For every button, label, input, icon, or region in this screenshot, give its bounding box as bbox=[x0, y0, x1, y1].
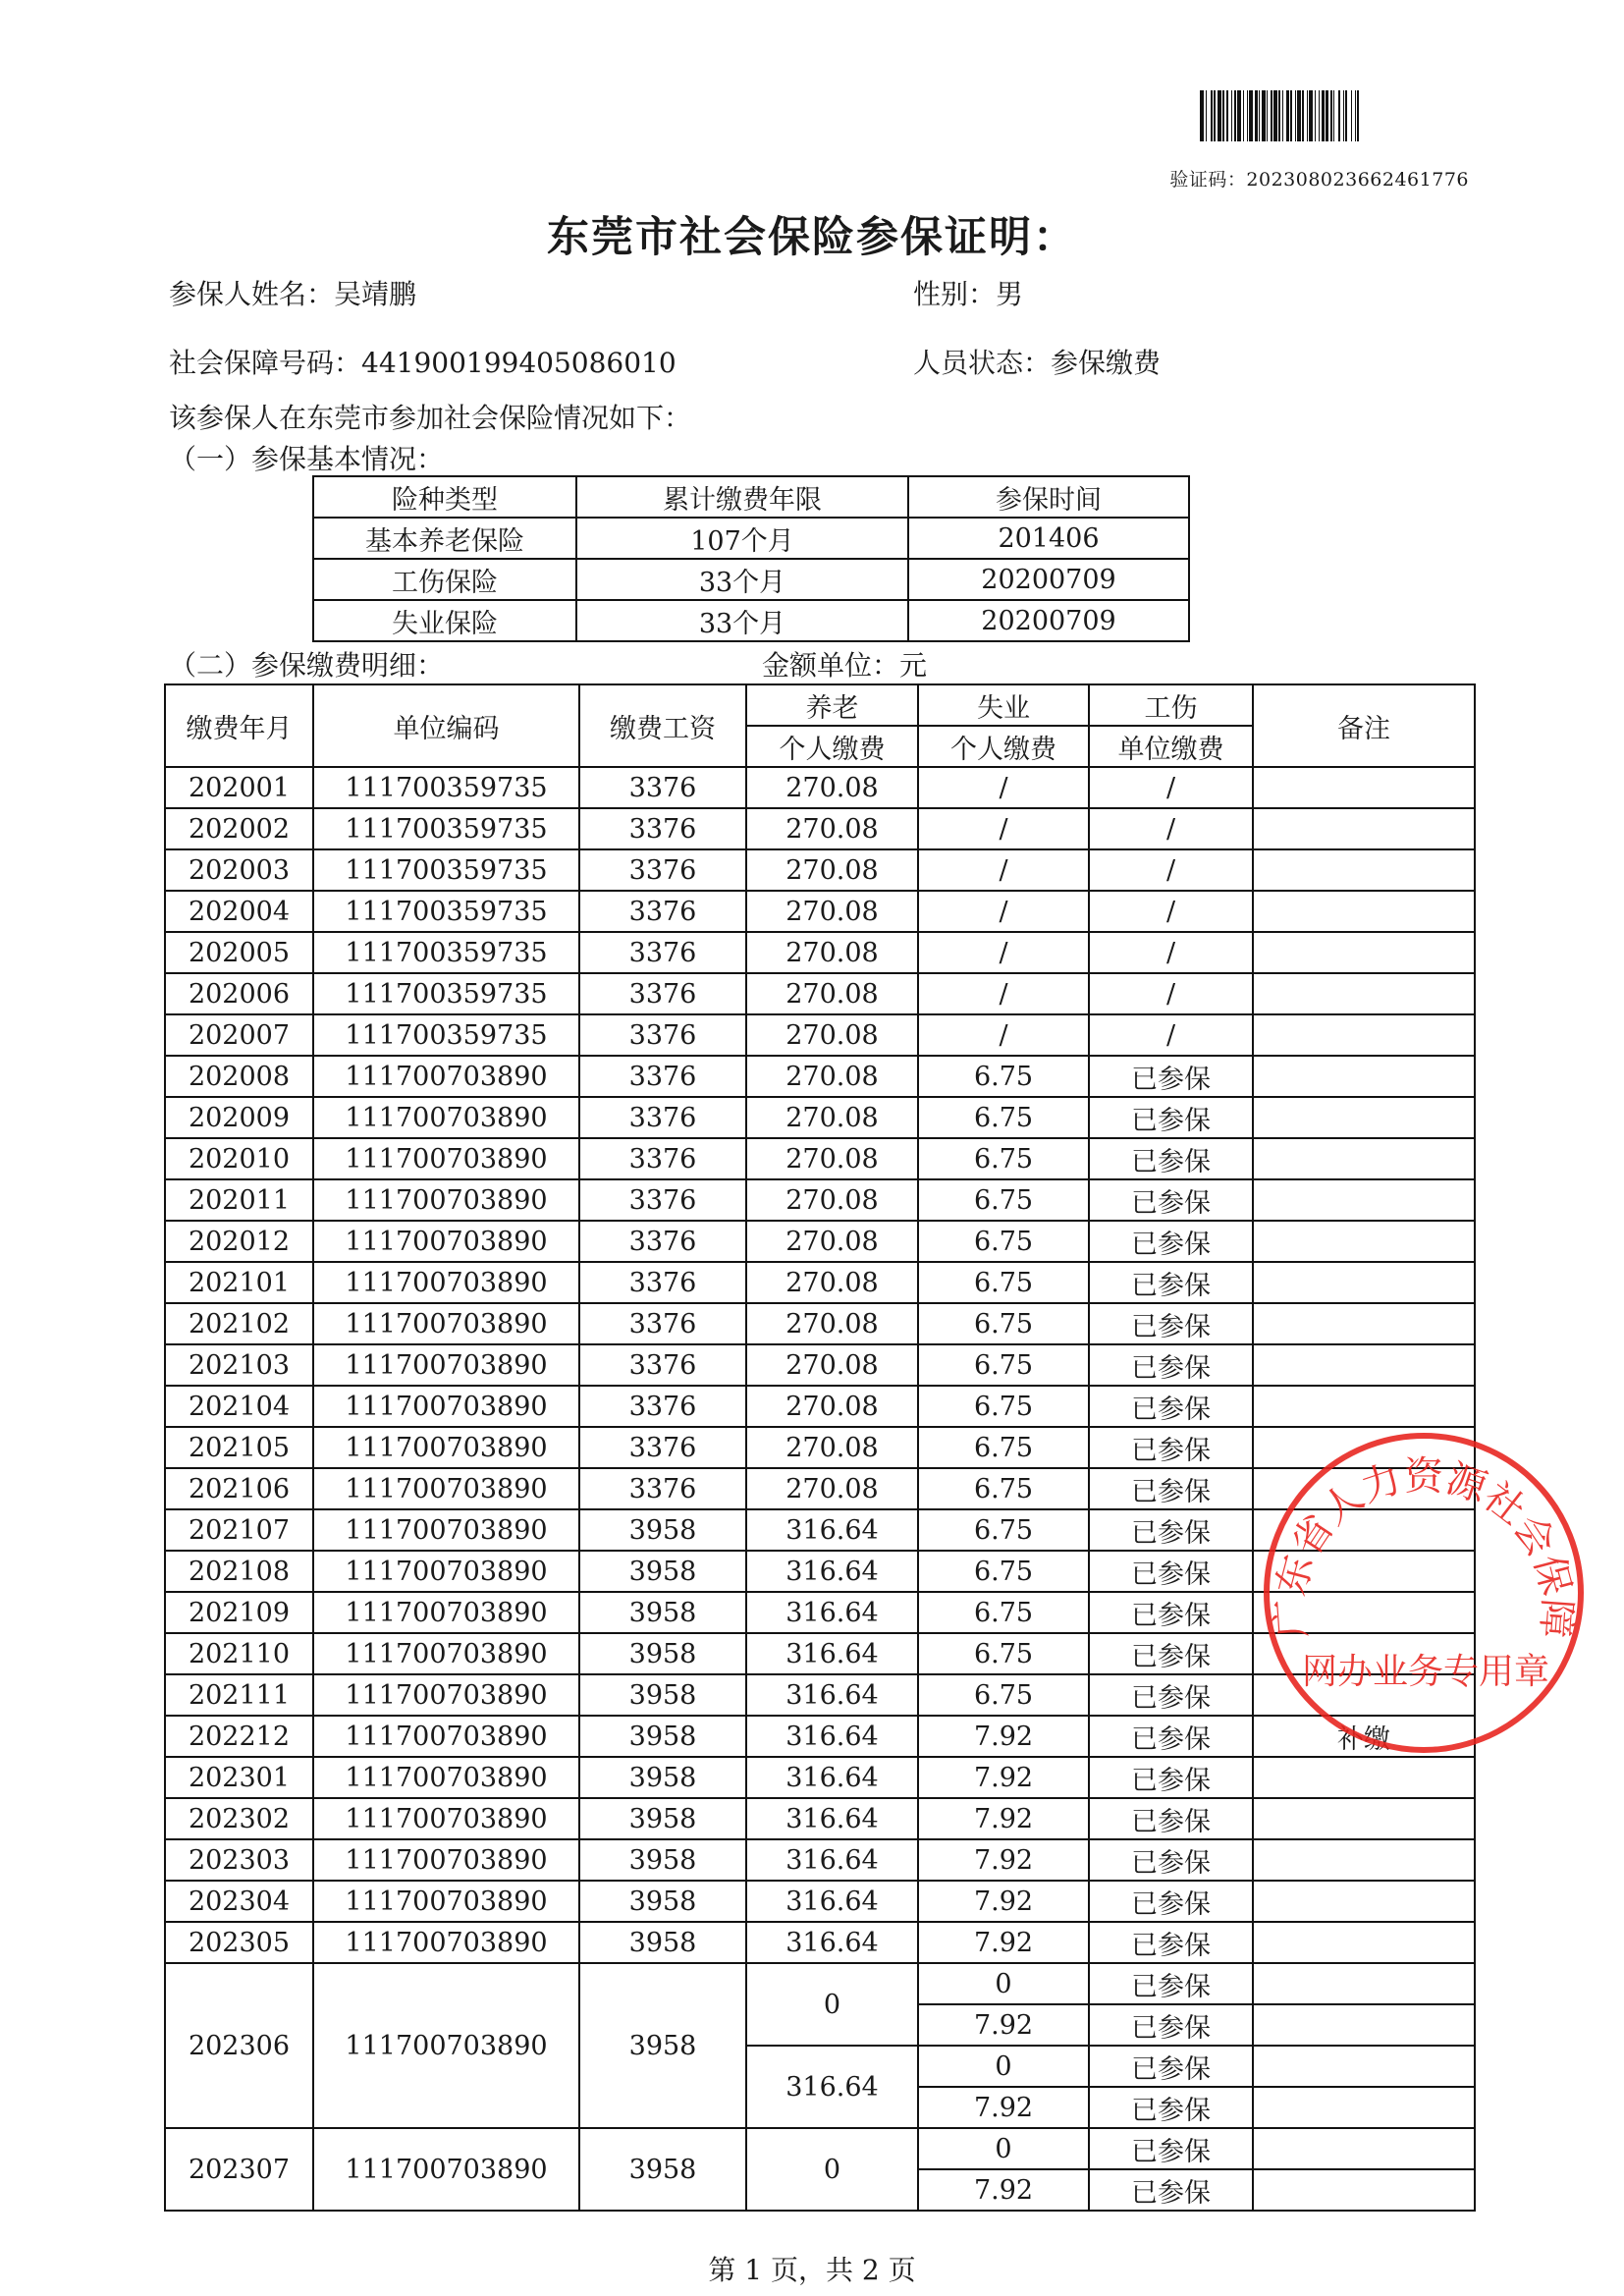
unemployment-cell: 6.75 bbox=[918, 1138, 1089, 1179]
remark-cell bbox=[1253, 1881, 1475, 1922]
basic-cell: 20200709 bbox=[908, 600, 1189, 641]
remark-cell bbox=[1253, 2004, 1475, 2046]
unemployment-cell: 0 bbox=[918, 2128, 1089, 2169]
unemployment-cell: 6.75 bbox=[918, 1179, 1089, 1221]
unit-code-cell: 111700359735 bbox=[313, 891, 579, 932]
injury-cell: 已参保 bbox=[1089, 1509, 1253, 1551]
injury-cell: 已参保 bbox=[1089, 1179, 1253, 1221]
unemployment-cell: 6.75 bbox=[918, 1468, 1089, 1509]
injury-cell: 已参保 bbox=[1089, 1386, 1253, 1427]
header-unit-code: 单位编码 bbox=[313, 684, 579, 767]
injury-cell: 已参保 bbox=[1089, 2128, 1253, 2169]
unemployment-cell: 7.92 bbox=[918, 2169, 1089, 2211]
unemployment-cell: 6.75 bbox=[918, 1221, 1089, 1262]
table-row bbox=[165, 1303, 1475, 1344]
injury-cell: 已参保 bbox=[1089, 1798, 1253, 1839]
wage-cell: 3958 bbox=[579, 1798, 746, 1839]
remark-cell bbox=[1253, 1097, 1475, 1138]
pension-cell: 270.08 bbox=[746, 1303, 918, 1344]
unemployment-cell: 7.92 bbox=[918, 2087, 1089, 2128]
unemployment-cell: 6.75 bbox=[918, 1509, 1089, 1551]
remark-cell bbox=[1253, 2128, 1475, 2169]
injury-cell: / bbox=[1089, 767, 1253, 808]
basic-cell: 107个月 bbox=[576, 518, 908, 559]
month-cell: 202008 bbox=[165, 1056, 313, 1097]
basic-cell: 基本养老保险 bbox=[313, 518, 576, 559]
remark-cell bbox=[1253, 1963, 1475, 2004]
unit-code-cell: 111700703890 bbox=[313, 1551, 579, 1592]
unemployment-cell: 7.92 bbox=[918, 1757, 1089, 1798]
basic-cell: 33个月 bbox=[576, 559, 908, 600]
wage-cell: 3958 bbox=[579, 1674, 746, 1716]
unit-code-cell: 111700703890 bbox=[313, 1922, 579, 1963]
injury-cell: 已参保 bbox=[1089, 2087, 1253, 2128]
month-cell: 202105 bbox=[165, 1427, 313, 1468]
wage-cell: 3958 bbox=[579, 1633, 746, 1674]
header-remark: 备注 bbox=[1253, 684, 1475, 767]
table-row bbox=[165, 1097, 1475, 1138]
table-row bbox=[165, 1963, 1475, 2004]
injury-cell: 已参保 bbox=[1089, 1674, 1253, 1716]
unemployment-cell: / bbox=[918, 808, 1089, 849]
injury-cell: 已参保 bbox=[1089, 1303, 1253, 1344]
unit-code-cell: 111700703890 bbox=[313, 1097, 579, 1138]
injury-cell: 已参保 bbox=[1089, 1468, 1253, 1509]
remark-cell bbox=[1253, 1014, 1475, 1056]
injury-cell: 已参保 bbox=[1089, 1097, 1253, 1138]
unit-code-cell: 111700359735 bbox=[313, 973, 579, 1014]
remark-cell bbox=[1253, 1922, 1475, 1963]
injury-cell: 已参保 bbox=[1089, 1963, 1253, 2004]
unit-code-cell: 111700359735 bbox=[313, 1014, 579, 1056]
wage-cell: 3958 bbox=[579, 1757, 746, 1798]
wage-cell: 3376 bbox=[579, 849, 746, 891]
basic-header-cell: 参保时间 bbox=[908, 476, 1189, 518]
month-cell: 202004 bbox=[165, 891, 313, 932]
barcode bbox=[1200, 90, 1465, 141]
header-wage: 缴费工资 bbox=[579, 684, 746, 767]
wage-cell: 3958 bbox=[579, 1592, 746, 1633]
month-cell: 202101 bbox=[165, 1262, 313, 1303]
unemployment-cell: 6.75 bbox=[918, 1344, 1089, 1386]
month-cell: 202005 bbox=[165, 932, 313, 973]
remark-cell bbox=[1253, 808, 1475, 849]
table-row bbox=[313, 518, 1189, 559]
pension-cell: 270.08 bbox=[746, 1221, 918, 1262]
unit-code-cell: 111700703890 bbox=[313, 1056, 579, 1097]
header-injury-unit: 单位缴费 bbox=[1089, 726, 1253, 767]
injury-cell: / bbox=[1089, 808, 1253, 849]
table-row bbox=[165, 1138, 1475, 1179]
remark-cell: 补缴 bbox=[1253, 1716, 1475, 1757]
basic-header-cell: 累计缴费年限 bbox=[576, 476, 908, 518]
pension-cell: 316.64 bbox=[746, 1798, 918, 1839]
basic-cell: 工伤保险 bbox=[313, 559, 576, 600]
pension-cell: 270.08 bbox=[746, 1468, 918, 1509]
table-row bbox=[165, 1056, 1475, 1097]
month-cell: 202212 bbox=[165, 1716, 313, 1757]
wage-cell: 3958 bbox=[579, 1509, 746, 1551]
table-row bbox=[165, 1922, 1475, 1963]
pension-cell: 316.64 bbox=[746, 1592, 918, 1633]
unemployment-cell: 6.75 bbox=[918, 1262, 1089, 1303]
pension-cell: 270.08 bbox=[746, 891, 918, 932]
injury-cell: 已参保 bbox=[1089, 1839, 1253, 1881]
remark-cell bbox=[1253, 849, 1475, 891]
injury-cell: 已参保 bbox=[1089, 2169, 1253, 2211]
unemployment-cell: 6.75 bbox=[918, 1551, 1089, 1592]
header-unemployment-personal: 个人缴费 bbox=[918, 726, 1089, 767]
injury-cell: 已参保 bbox=[1089, 2004, 1253, 2046]
unit-code-cell: 111700359735 bbox=[313, 932, 579, 973]
remark-cell bbox=[1253, 891, 1475, 932]
section-basic-heading: （一）参保基本情况： bbox=[169, 443, 445, 475]
official-seal-stamp bbox=[1257, 1426, 1591, 1760]
month-cell: 202301 bbox=[165, 1757, 313, 1798]
injury-cell: 已参保 bbox=[1089, 1922, 1253, 1963]
pension-cell: 270.08 bbox=[746, 932, 918, 973]
wage-cell: 3376 bbox=[579, 973, 746, 1014]
pension-cell: 0 bbox=[746, 1963, 918, 2046]
table-row bbox=[165, 767, 1475, 808]
header-unemployment: 失业 bbox=[918, 684, 1089, 726]
table-row bbox=[165, 932, 1475, 973]
table-row bbox=[165, 1386, 1475, 1427]
unemployment-cell: / bbox=[918, 973, 1089, 1014]
remark-cell bbox=[1253, 2046, 1475, 2087]
pension-cell: 270.08 bbox=[746, 1179, 918, 1221]
unit-code-cell: 111700703890 bbox=[313, 1262, 579, 1303]
unit-code-cell: 111700703890 bbox=[313, 1674, 579, 1716]
unit-code-cell: 111700703890 bbox=[313, 1798, 579, 1839]
month-cell: 202109 bbox=[165, 1592, 313, 1633]
injury-cell: / bbox=[1089, 849, 1253, 891]
pension-cell: 270.08 bbox=[746, 808, 918, 849]
unit-code-cell: 111700703890 bbox=[313, 1509, 579, 1551]
month-cell: 202012 bbox=[165, 1221, 313, 1262]
table-row bbox=[165, 1798, 1475, 1839]
unit-code-cell: 111700703890 bbox=[313, 1427, 579, 1468]
wage-cell: 3376 bbox=[579, 1386, 746, 1427]
unit-code-cell: 111700703890 bbox=[313, 1633, 579, 1674]
basic-cell: 33个月 bbox=[576, 600, 908, 641]
injury-cell: / bbox=[1089, 1014, 1253, 1056]
unit-code-cell: 111700703890 bbox=[313, 1303, 579, 1344]
wage-cell: 3958 bbox=[579, 1551, 746, 1592]
unit-code-cell: 111700703890 bbox=[313, 1386, 579, 1427]
wage-cell: 3376 bbox=[579, 1344, 746, 1386]
injury-cell: 已参保 bbox=[1089, 1344, 1253, 1386]
header-injury: 工伤 bbox=[1089, 684, 1253, 726]
month-cell: 202305 bbox=[165, 1922, 313, 1963]
page-title: 东莞市社会保险参保证明： bbox=[547, 213, 1077, 262]
unit-code-cell: 111700703890 bbox=[313, 1592, 579, 1633]
wage-cell: 3958 bbox=[579, 1881, 746, 1922]
pension-cell: 270.08 bbox=[746, 849, 918, 891]
seal-inner-text: 网办业务专用章 bbox=[1301, 1652, 1550, 1692]
month-cell: 202006 bbox=[165, 973, 313, 1014]
remark-cell bbox=[1253, 1262, 1475, 1303]
wage-cell: 3376 bbox=[579, 1262, 746, 1303]
header-pension-personal: 个人缴费 bbox=[746, 726, 918, 767]
section-detail-heading: （二）参保缴费明细： bbox=[169, 649, 445, 682]
remark-cell bbox=[1253, 767, 1475, 808]
wage-cell: 3376 bbox=[579, 1427, 746, 1468]
social-security-number: 社会保障号码：441900199405086010 bbox=[169, 347, 677, 379]
unit-code-cell: 111700359735 bbox=[313, 808, 579, 849]
remark-cell bbox=[1253, 1798, 1475, 1839]
remark-cell bbox=[1253, 932, 1475, 973]
injury-cell: 已参保 bbox=[1089, 1881, 1253, 1922]
remark-cell bbox=[1253, 1221, 1475, 1262]
unemployment-cell: 7.92 bbox=[918, 1716, 1089, 1757]
unit-code-cell: 111700703890 bbox=[313, 1839, 579, 1881]
pension-cell: 270.08 bbox=[746, 1014, 918, 1056]
month-cell: 202001 bbox=[165, 767, 313, 808]
injury-cell: 已参保 bbox=[1089, 1592, 1253, 1633]
pension-cell: 270.08 bbox=[746, 1386, 918, 1427]
remark-cell bbox=[1253, 1386, 1475, 1427]
pension-cell: 270.08 bbox=[746, 973, 918, 1014]
injury-cell: 已参保 bbox=[1089, 1427, 1253, 1468]
unit-code-cell: 111700703890 bbox=[313, 1757, 579, 1798]
injury-cell: / bbox=[1089, 891, 1253, 932]
pension-cell: 270.08 bbox=[746, 1138, 918, 1179]
unit-code-cell: 111700359735 bbox=[313, 767, 579, 808]
unemployment-cell: 6.75 bbox=[918, 1386, 1089, 1427]
wage-cell: 3376 bbox=[579, 932, 746, 973]
month-cell: 202002 bbox=[165, 808, 313, 849]
wage-cell: 3376 bbox=[579, 767, 746, 808]
injury-cell: 已参保 bbox=[1089, 1716, 1253, 1757]
wage-cell: 3376 bbox=[579, 891, 746, 932]
pension-cell: 316.64 bbox=[746, 2046, 918, 2128]
remark-cell bbox=[1253, 1839, 1475, 1881]
wage-cell: 3958 bbox=[579, 1839, 746, 1881]
pension-cell: 316.64 bbox=[746, 1633, 918, 1674]
pension-cell: 270.08 bbox=[746, 1427, 918, 1468]
remark-cell bbox=[1253, 1138, 1475, 1179]
table-row bbox=[313, 559, 1189, 600]
wage-cell: 3376 bbox=[579, 1097, 746, 1138]
remark-cell bbox=[1253, 2169, 1475, 2211]
pension-cell: 316.64 bbox=[746, 1674, 918, 1716]
remark-cell bbox=[1253, 1179, 1475, 1221]
unemployment-cell: / bbox=[918, 767, 1089, 808]
month-cell: 202303 bbox=[165, 1839, 313, 1881]
unit-code-cell: 111700703890 bbox=[313, 1179, 579, 1221]
wage-cell: 3958 bbox=[579, 2128, 746, 2211]
month-cell: 202104 bbox=[165, 1386, 313, 1427]
month-cell: 202010 bbox=[165, 1138, 313, 1179]
pension-cell: 316.64 bbox=[746, 1922, 918, 1963]
unit-code-cell: 111700359735 bbox=[313, 849, 579, 891]
month-cell: 202107 bbox=[165, 1509, 313, 1551]
month-cell: 202304 bbox=[165, 1881, 313, 1922]
wage-cell: 3376 bbox=[579, 1179, 746, 1221]
unit-code-cell: 111700703890 bbox=[313, 1221, 579, 1262]
injury-cell: 已参保 bbox=[1089, 1757, 1253, 1798]
unemployment-cell: 6.75 bbox=[918, 1592, 1089, 1633]
table-row bbox=[165, 1757, 1475, 1798]
pension-cell: 0 bbox=[746, 2128, 918, 2211]
unemployment-cell: 0 bbox=[918, 1963, 1089, 2004]
injury-cell: / bbox=[1089, 973, 1253, 1014]
unemployment-cell: / bbox=[918, 849, 1089, 891]
remark-cell bbox=[1253, 1757, 1475, 1798]
amount-unit: 金额单位：元 bbox=[762, 649, 928, 682]
page-footer: 第 1 页，共 2 页 bbox=[708, 2254, 916, 2286]
injury-cell: 已参保 bbox=[1089, 1551, 1253, 1592]
pension-cell: 316.64 bbox=[746, 1509, 918, 1551]
month-cell: 202302 bbox=[165, 1798, 313, 1839]
month-cell: 202306 bbox=[165, 1963, 313, 2128]
unemployment-cell: 6.75 bbox=[918, 1674, 1089, 1716]
pension-cell: 316.64 bbox=[746, 1716, 918, 1757]
month-cell: 202011 bbox=[165, 1179, 313, 1221]
seal-arc-text: 广东省人力资源社会保障 bbox=[1267, 1453, 1581, 1640]
unit-code-cell: 111700703890 bbox=[313, 1963, 579, 2128]
remark-cell bbox=[1253, 973, 1475, 1014]
unit-code-cell: 111700703890 bbox=[313, 1716, 579, 1757]
basic-cell: 失业保险 bbox=[313, 600, 576, 641]
remark-cell bbox=[1253, 1056, 1475, 1097]
pension-cell: 270.08 bbox=[746, 767, 918, 808]
verify-code: 验证码：20230802366246177​6 bbox=[1169, 169, 1469, 191]
pension-cell: 316.64 bbox=[746, 1839, 918, 1881]
wage-cell: 3376 bbox=[579, 1138, 746, 1179]
month-cell: 202102 bbox=[165, 1303, 313, 1344]
unemployment-cell: 6.75 bbox=[918, 1633, 1089, 1674]
unit-code-cell: 111700703890 bbox=[313, 1138, 579, 1179]
pension-cell: 270.08 bbox=[746, 1097, 918, 1138]
month-cell: 202106 bbox=[165, 1468, 313, 1509]
table-row bbox=[165, 849, 1475, 891]
injury-cell: 已参保 bbox=[1089, 1221, 1253, 1262]
wage-cell: 3376 bbox=[579, 1468, 746, 1509]
unemployment-cell: 6.75 bbox=[918, 1097, 1089, 1138]
basic-header-cell: 险种类型 bbox=[313, 476, 576, 518]
header-month: 缴费年月 bbox=[165, 684, 313, 767]
month-cell: 202110 bbox=[165, 1633, 313, 1674]
table-row bbox=[165, 1344, 1475, 1386]
table-row bbox=[165, 1262, 1475, 1303]
basic-insurance-table bbox=[312, 475, 1190, 642]
month-cell: 202003 bbox=[165, 849, 313, 891]
unemployment-cell: 7.92 bbox=[918, 1881, 1089, 1922]
table-row bbox=[165, 1881, 1475, 1922]
table-row bbox=[165, 1221, 1475, 1262]
wage-cell: 3958 bbox=[579, 1922, 746, 1963]
header-pension: 养老 bbox=[746, 684, 918, 726]
pension-cell: 316.64 bbox=[746, 1881, 918, 1922]
pension-cell: 316.64 bbox=[746, 1757, 918, 1798]
month-cell: 202307 bbox=[165, 2128, 313, 2211]
pension-cell: 270.08 bbox=[746, 1344, 918, 1386]
wage-cell: 3376 bbox=[579, 1014, 746, 1056]
injury-cell: 已参保 bbox=[1089, 1633, 1253, 1674]
table-row bbox=[313, 600, 1189, 641]
unemployment-cell: / bbox=[918, 932, 1089, 973]
unit-code-cell: 111700703890 bbox=[313, 1881, 579, 1922]
unemployment-cell: 0 bbox=[918, 2046, 1089, 2087]
unemployment-cell: / bbox=[918, 891, 1089, 932]
intro-text: 该参保人在东莞市参加社会保险情况如下： bbox=[169, 402, 692, 434]
basic-cell: 201406 bbox=[908, 518, 1189, 559]
table-row bbox=[165, 1014, 1475, 1056]
table-row bbox=[165, 1179, 1475, 1221]
month-cell: 202111 bbox=[165, 1674, 313, 1716]
basic-header-row bbox=[313, 476, 1189, 518]
basic-cell: 20200709 bbox=[908, 559, 1189, 600]
unemployment-cell: 7.92 bbox=[918, 1839, 1089, 1881]
wage-cell: 3376 bbox=[579, 1056, 746, 1097]
unit-code-cell: 111700703890 bbox=[313, 2128, 579, 2211]
wage-cell: 3376 bbox=[579, 1221, 746, 1262]
wage-cell: 3376 bbox=[579, 1303, 746, 1344]
wage-cell: 3376 bbox=[579, 808, 746, 849]
table-row bbox=[165, 2128, 1475, 2169]
wage-cell: 3958 bbox=[579, 1963, 746, 2128]
unemployment-cell: 7.92 bbox=[918, 2004, 1089, 2046]
injury-cell: 已参保 bbox=[1089, 1138, 1253, 1179]
month-cell: 202108 bbox=[165, 1551, 313, 1592]
month-cell: 202007 bbox=[165, 1014, 313, 1056]
injury-cell: 已参保 bbox=[1089, 1056, 1253, 1097]
table-row bbox=[165, 1839, 1475, 1881]
insured-name: 参保人姓名：吴靖鹏 bbox=[169, 278, 417, 310]
personnel-status: 人员状态：参保缴费 bbox=[913, 347, 1162, 379]
pension-cell: 270.08 bbox=[746, 1262, 918, 1303]
pension-cell: 316.64 bbox=[746, 1551, 918, 1592]
unemployment-cell: 6.75 bbox=[918, 1056, 1089, 1097]
wage-cell: 3958 bbox=[579, 1716, 746, 1757]
injury-cell: 已参保 bbox=[1089, 2046, 1253, 2087]
injury-cell: 已参保 bbox=[1089, 1262, 1253, 1303]
unit-code-cell: 111700703890 bbox=[313, 1468, 579, 1509]
remark-cell bbox=[1253, 2087, 1475, 2128]
unemployment-cell: 6.75 bbox=[918, 1427, 1089, 1468]
unit-code-cell: 111700703890 bbox=[313, 1344, 579, 1386]
month-cell: 202103 bbox=[165, 1344, 313, 1386]
remark-cell bbox=[1253, 1303, 1475, 1344]
pension-cell: 270.08 bbox=[746, 1056, 918, 1097]
table-row bbox=[165, 891, 1475, 932]
table-row bbox=[165, 973, 1475, 1014]
remark-cell bbox=[1253, 1344, 1475, 1386]
unemployment-cell: 7.92 bbox=[918, 1798, 1089, 1839]
unemployment-cell: 6.75 bbox=[918, 1303, 1089, 1344]
injury-cell: / bbox=[1089, 932, 1253, 973]
month-cell: 202009 bbox=[165, 1097, 313, 1138]
unemployment-cell: / bbox=[918, 1014, 1089, 1056]
table-row bbox=[165, 808, 1475, 849]
unemployment-cell: 7.92 bbox=[918, 1922, 1089, 1963]
gender: 性别：男 bbox=[913, 278, 1024, 310]
